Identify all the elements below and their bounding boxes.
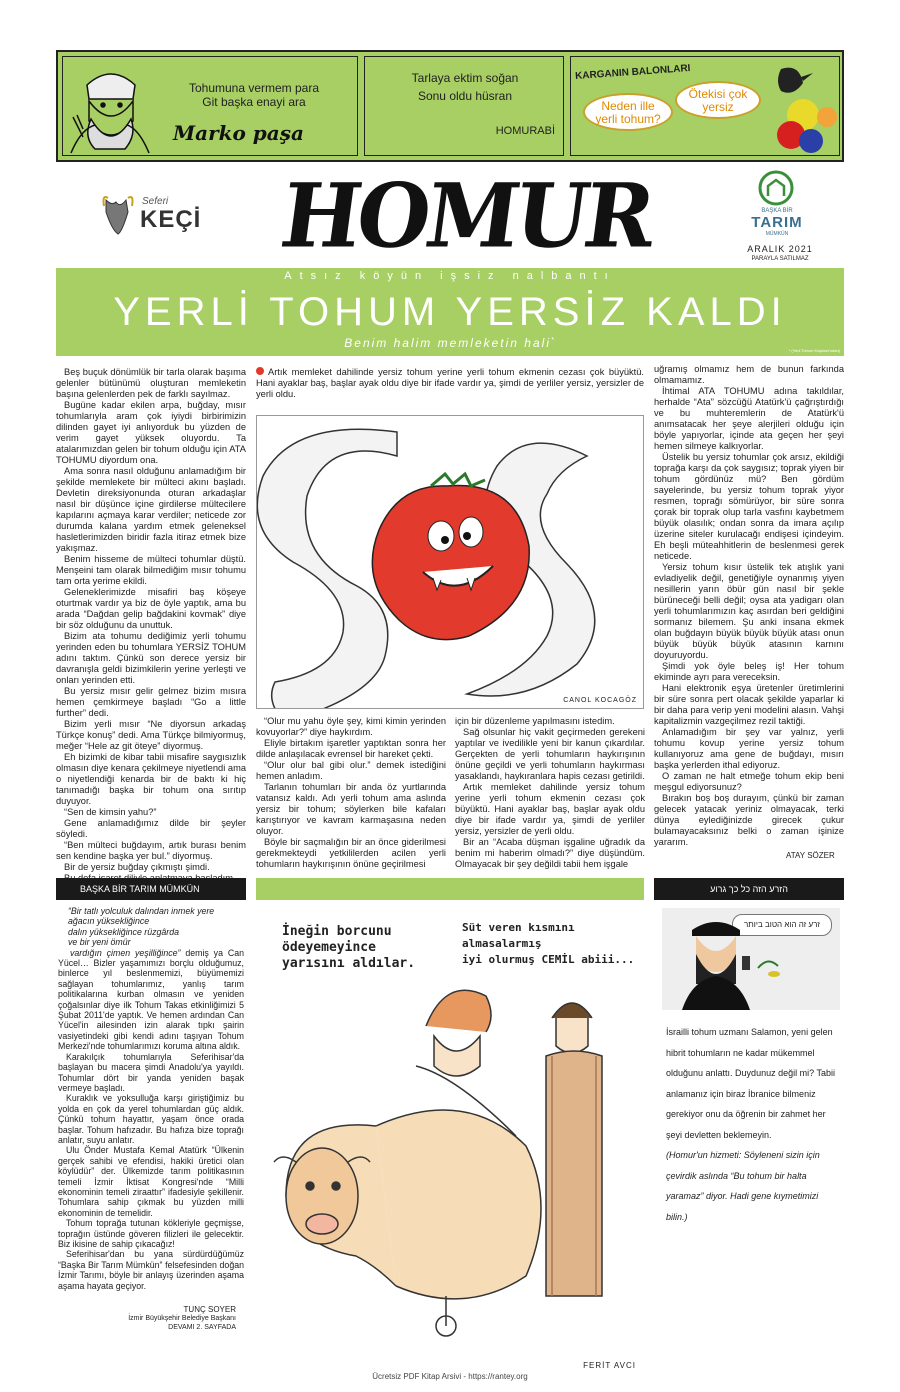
keci-logo	[100, 192, 210, 242]
col4-para: O zaman ne halt etmeğe tohum ekip beni meşgul ediyorsunuz?	[654, 771, 844, 792]
mid-quote-line-1: Tarlaya ektim soğan	[411, 71, 519, 85]
poem-continue	[58, 948, 244, 1052]
col4-para: Bırakın boş boş durayım, çünkü bir zaman gelecek yatacak yeriniz olmayacak, terki dünya eylediğinizde girecek çukur bulamayacaksınız belki o zaman işinize yararım.	[654, 793, 844, 847]
col4-para: Hani elektronik eşya üretenler üretimlerini bir süre sonra pert olacak şekilde yaparlar ki bir daha para verip yeni modelini alasın. Vahşi kapitalizmin vazgeçilmez rezil taktiği.	[654, 683, 844, 726]
section-left-header	[56, 878, 246, 900]
mid-sign: HOMURABİ	[495, 125, 555, 137]
section-left-signature	[56, 1305, 236, 1332]
issue-date: ARALIK 2021	[747, 244, 813, 254]
section-left-body	[58, 906, 244, 1291]
article-column-1	[56, 367, 246, 884]
col1-para: Gene anlamadığımız dilde bir şeyler söyledi.	[56, 818, 246, 839]
bubble1-line-1: Neden ille	[601, 99, 655, 113]
salamon-figure	[662, 908, 840, 1010]
slogan: Atsız köyün işsiz nalbantı	[284, 270, 616, 282]
crow-balloons-icon	[761, 57, 840, 156]
keci-logo-text: KEÇİ	[140, 206, 202, 233]
poem-tail: demiş ya Can Yücel… Bizler yaşamımızı borçlu olduğumuz, binlerce yıl beslenmemizi, büyümemizi sağlayan tohumlarımız, yanlış tarım politikalarına kurban olmasın ve yeniden çoğalsınlar diye ilk Tohum Takas etkinliğimizi 5 Şubat 2011'de yaptık. Ve hemen ardından Can Yücel'in ailesinden izin alarak tıpkı şairin vasiyetindeki gibi kendi adını taşıyan Tohum Merkezi'nde tohumlarımızı koruma altına aldık.	[58, 947, 244, 1052]
poem	[58, 906, 244, 948]
section-right-note: (Homur'un hizmeti: Söyleneni sizin için çevirdik aslında “Bu tohum bir halta yaramaz” diyor. Hadi gene kıymetimizi bilin.)	[666, 1150, 820, 1222]
section-right-header-text: הזרע הזה כל כך גרוע	[710, 884, 788, 894]
goat-icon	[100, 192, 136, 236]
cartoon1-signature: CANOL KOCAGÖZ	[563, 697, 637, 704]
section-left-para: Ulu Önder Mustafa Kemal Atatürk “Ülkenin gerçek sahibi ve efendisi, hakiki üretici olan köylüdür” der. Ülkemizde tarım politikasının temeli İzmir İktisat Kongresi'nde “Milli ekonominin temeli ziraattır” ifadesiyle şekillenir. Tohumlara sahip çıkmak bu yüzden milli ekonominin de temelidir.	[58, 1145, 244, 1218]
col4-para: İhtimal ATA TOHUMU adına takıldılar, herhalde “Ata” sözcüğü Atatürk'ü çağrıştırdığı ve bu muhteremlerin de Atatürk'ü anımsatacak her şeye alerjileri olduğu için böyle yapıyorlar, içinde ata geçen her şeyi hemen silmeye kalkıyorlar.	[654, 386, 844, 451]
col3-para: için bir düzenleme yapılmasını istedim.	[455, 716, 615, 726]
col1-para: Benim hisseme de mülteci tohumlar düştü. Menşeini tam olarak bilmediğim mısır tohumu tam orta yerime ekildi.	[56, 554, 246, 586]
col1-para: Eh bizimki de kibar tabii misafire saygısızlık olmasın diye kenara çekilmeye niyetlendi ama o niyetlendiği kenarda bir de baktı ki hiç tanımadığı başka bir tohum ona sırıtıp duyuyor.	[56, 752, 246, 806]
bubble1-line-2: yerli tohum?	[595, 112, 661, 126]
issue-price: PARAYLA SATILMAZ	[751, 256, 809, 262]
karga-title: KARGANIN BALONLARI	[574, 62, 691, 83]
cartoon2-drawing	[256, 906, 644, 1346]
bubble2-line-1: Ötekisi çok	[688, 87, 748, 101]
col2-para: Böyle bir saçmalığın bir an önce giderilmesi gerekmekteydi yetkililerden acilen yerli tohumların haykırışının önüne geçirilmesi	[256, 837, 446, 869]
col4-para: Üstelik bu yersiz tohumlar çok arsız, ekildiği toprağa karşı da çok saygısız; toprak yiyen bir tohum gördünüz mü? Ben gördüm sayelerinde, bu yersiz tohum toprak yiyor resmen, toprağı sömürüyor, bir süre sonra çorak bir toprak olup tarla vasfını kaybetmem büyük olasılık; ondan sonra da imara açılıp üzerine siteler kurulacağı endişesi içindeyim. Eh beşli müteahhitlerin de beslenmesi gerek neticede.	[654, 452, 844, 561]
col2-para: “Olur olur bal gibi olur.” demek istediğini hemen anladım.	[256, 760, 446, 781]
col1-para: “Sen de kimsin yahu?”	[64, 807, 157, 817]
headline-footnote: * (Yerli Tohum Kaşlıları'ndan)	[788, 348, 840, 353]
strip-panel-middle	[364, 56, 564, 156]
section-left-para: Karakılçık tohumlarıyla Seferihisar'da başlayan bu macera şimdi Anadolu'ya yayıldı. Tohumlar dört bir yanda yeniden başak vermeye başladı.	[58, 1051, 244, 1093]
col2-para: Eliyle birtakım işaretler yaptıktan sonra her dilde anlaşılacak evrensel bir hareket çekti.	[256, 738, 446, 759]
article-column-2	[256, 716, 446, 870]
col4-para: Yersiz tohum kısır üstelik tek atışlık yani evladiyelik değil, genetiğiyle oynanmış yiyen nesillerin yarın öbür gün nasıl bir şekle bürüneceği belli değil; oysa ata yadigarı olan yerli tohumlarımızın kaç asırdan beri geldiğini sormanız bilemem. Şu anki insana ekmek olan buğdayın büyük büyük büyük atası onun büyük büyük büyük atasının karnını doyuruyordu.	[654, 562, 844, 660]
col1-para: Ama sonra nasıl olduğunu anlamadığım bir şekilde memlekete bir mülteci akını başladı. Devletin direksiyonunda oturan arkadaşlar nasıl bir düşünce içine girdilerse mültecilere kapılarını açmaya karar verdiler; neticede zor durumda kalana yardım etmek geleneksel hasletlerimizden biridir fazla itiraz etmek bize yakışmaz.	[56, 466, 246, 553]
tarim-logo	[732, 170, 822, 240]
col1-para: “Ben mülteci buğdayım, artık burası benim sen kendine başka yer bul.” diyormuş.	[56, 840, 246, 861]
cartoon2-right-line-1: Süt veren kısmını almasalarmış	[462, 921, 575, 950]
col1-para: Geleneklerimizde misafiri baş köşeye oturtmak vardır ya biz de öyle yaptık, ama bu arada “Dağdan gelip bağdakini kovmak” diye bir söz olduğunu da unuttuk.	[56, 587, 246, 630]
col1-para: Bu yersiz mısır gelir gelmez bizim mısıra hemen çemkirmeye başladı “Go a little further” dedi.	[56, 686, 246, 718]
headline-subtitle-text: Benim halim memleketin hali	[344, 336, 551, 350]
left-quote	[159, 81, 349, 109]
cartoon2-left-line-3: yarısını aldılar.	[282, 956, 416, 971]
continued-note: DEVAMI 2. SAYFADA	[168, 1324, 236, 1331]
col1-para: Bugüne kadar ekilen arpa, buğday, mısır tohumlarıyla aram çok iyiydi birbirimizin dilinden gayet iyi anlıyorduk bu yüzden de verim gayet yüksek oluyordu. Ta atalarımızdan gelen bir tohum olduğu için ATA TOHUMU diyordum ona.	[56, 400, 246, 465]
section-left-para: Seferihisar'dan bu yana sürdürdüğümüz “Başka Bir Tarım Mümkün” felsefesinden doğan İzmir Tarımı, böyle bir anlayış üzerinden aşama aşama hayata geçiyor.	[58, 1249, 244, 1291]
signature-name: TUNÇ SOYER	[183, 1305, 236, 1314]
page-footer: Ücretsiz PDF Kitap Arsivi - https://rantey.org	[372, 1372, 528, 1381]
tarim-text: TARIM	[751, 214, 803, 231]
col4-signature: ATAY SÖZER	[786, 851, 835, 860]
poem-line: ağacın yüksekliğince	[68, 916, 150, 927]
col2-para: “Olur mu yahu öyle şey, kimi kimin yerinden kovuyorlar?” diye haykırdım.	[256, 716, 446, 737]
salamon-photo	[662, 908, 840, 1010]
poem-line: “Bir tatlı yolculuk dalından inmek yere	[68, 906, 215, 916]
signature-role: İzmir Büyükşehir Belediye Başkanı	[128, 1315, 236, 1322]
section-left-para: Kuraklık ve yoksulluğa karşı giriştiğimiz bu yolda en çok da yerel tohumlardan güç aldık. Çünkü tohum hayattır, yaşam önce orada başlar. Tohum hafızadır. Bu hafıza bize toprağı anlatır, suyu anlatır.	[58, 1093, 244, 1145]
bubble-neden-ille	[583, 93, 673, 131]
section-left-header-text: BAŞKA BİR TARIM MÜMKÜN	[80, 884, 200, 894]
photo-caption: זרע זה הוא הטוב ביותר	[732, 914, 832, 936]
col3-para: Bir an “Acaba düşman işgaline uğradık da benim mi haberim olmadı?” diye düşündüm. Olmayacak bir şey değildi tabii hem işgale	[455, 837, 645, 869]
bullet-dot-icon	[256, 367, 264, 375]
cartoon-sos-drawing	[257, 416, 643, 708]
bubble-otekisi	[675, 81, 761, 119]
col4-para: Şimdi yok öyle beleş iş! Her tohum ekiminde ayrı para vereceksin.	[654, 661, 844, 682]
section-right-header	[654, 878, 844, 900]
headline-band	[56, 268, 844, 356]
headline-subtitle	[56, 336, 844, 350]
strip-panel-right	[570, 56, 840, 156]
col1-para: Beş buçuk dönümlük bir tarla olarak başıma gelenler bütünümü oluşturan memleketin başına gelenlerden pek de farklı sayılmaz.	[56, 367, 246, 399]
marko-pasa-portrait	[65, 57, 155, 155]
col2-para: Tarlanın tohumları bir anda öz yurtlarında vatansız kaldı. Adı yerli tohum ama aslında yersiz bir tohum; söylerken bile kafaları karıştırıyor ve kavram karmaşasına neden oluyor.	[256, 782, 446, 836]
intro-text: Artık memleket dahilinde yersiz tohum yerine yerli tohum ekmenin cezası çok büyüktü. Hani ayaklar baş, başlar ayak oldu diye bir ifade vardır ya, şimdi de yerliler yersiz, yersizler de yerli oldu.	[256, 367, 644, 399]
mid-quote	[365, 69, 565, 105]
tarim-top: BAŞKA BİR	[761, 208, 793, 214]
col3-para: Artık memleket dahilinde yersiz tohum yerine yerli tohum ekmenin cezası çok büyüktü. Hani ayaklar baş, başlar ayak oldu diye bir ifade vardır ya, şimdi de yerliler yersiz, yersizler de yerli oldu.	[455, 782, 645, 836]
article-column-4	[654, 364, 844, 848]
masthead-title: HOMUR	[275, 163, 658, 268]
strip-panel-left	[62, 56, 358, 156]
left-sign: Marko paşa	[173, 121, 304, 145]
col1-para: Bizim yerli mısır “Ne diyorsun arkadaş Türkçe konuş” dedi. Ama Türkçe bilmiyormuş, meğer “Hele az git öteye” diyormuş.	[56, 719, 246, 751]
cartoon2-signature: FERİT AVCI	[583, 1361, 636, 1370]
cartoon-sos	[256, 415, 644, 709]
cartoon2-left-line-1: İneğin borcunu	[282, 924, 392, 939]
headline-mark: *	[551, 337, 556, 344]
left-quote-line-1: Tohumuna vermem para	[188, 81, 320, 95]
tarim-emblem-icon	[758, 170, 794, 206]
col4-para: Anlamadığım bir şey var yalnız, yerli tohumu kovup yerine yersiz tohum kullanıyoruz ama gene de buğdayı, mısırı başka yerlerden ithal ediyoruz.	[654, 727, 844, 770]
poem-line: vardığın çimen yeşilliğince”	[70, 947, 181, 958]
section-left-para: Tohum toprağa tutunan kökleriyle geçmişse, toprağın üstünde göveren filizleri ile gelecektir. Biz ikisine de sahip çıkacağız!	[58, 1218, 244, 1249]
col1-para: Bir de yersiz buğday çıkmıştı şimdi.	[64, 862, 210, 872]
col4-para: uğramış olmamız hem de bunun farkında olmamamız.	[654, 364, 844, 385]
cartoon2-header-bar	[256, 878, 644, 900]
cartoon-cow	[256, 906, 644, 1370]
headline-title: YERLİ TOHUM YERSİZ KALDI	[113, 290, 787, 334]
bubble2-line-2: yersiz	[702, 100, 734, 114]
poem-line: ve bir yeni ömür	[68, 937, 131, 948]
poem-line: dalın yüksekliğince rüzgârda	[68, 926, 180, 937]
intro-box	[256, 367, 644, 400]
mid-quote-line-2: Sonu oldu hüsran	[417, 89, 513, 103]
section-right-body	[666, 1022, 838, 1227]
cartoon2-left-line-2: ödeyemeyince	[282, 940, 376, 955]
col1-para: Bizim ata tohumu dediğimiz yerli tohumu yerinden eden bu tohumlara YERSİZ TOHUM adını taktım. Çünkü son derece yersiz bir davranışla geldi bizimkilerin yerine yerleşti ve onları yerinden etti.	[56, 631, 246, 685]
tarim-bottom: MÜMKÜN	[765, 231, 789, 237]
top-comic-strip	[56, 50, 844, 162]
section-right-para: İsrailli tohum uzmanı Salamon, yeni gelen hibrit tohumların ne kadar mükemmel olduğunu anlattı. Duydunuz değil mi? Tabii anlamanız için biraz İbranice bilmeniz gerekiyor onu da öğrenin bir zahmet her şeyi devletten beklemeyin.	[666, 1027, 835, 1140]
article-column-3	[455, 716, 645, 870]
keci-logo-small: Seferi	[142, 196, 169, 207]
left-quote-line-2: Git başka enayi ara	[202, 95, 306, 109]
cartoon2-right-line-2: iyi olurmuş CEMİL abiii...	[462, 953, 635, 966]
col3-para: Sağ olsunlar hiç vakit geçirmeden gerekeni yaptılar ve ivedilikle yeni bir kanun çıkardılar. Gerçekten de yerli tohumların haykırışının önüne geçildi ve yerli tohumların haykırması yasaklandı, haykıranlara hapis cezası getirildi.	[455, 727, 645, 781]
